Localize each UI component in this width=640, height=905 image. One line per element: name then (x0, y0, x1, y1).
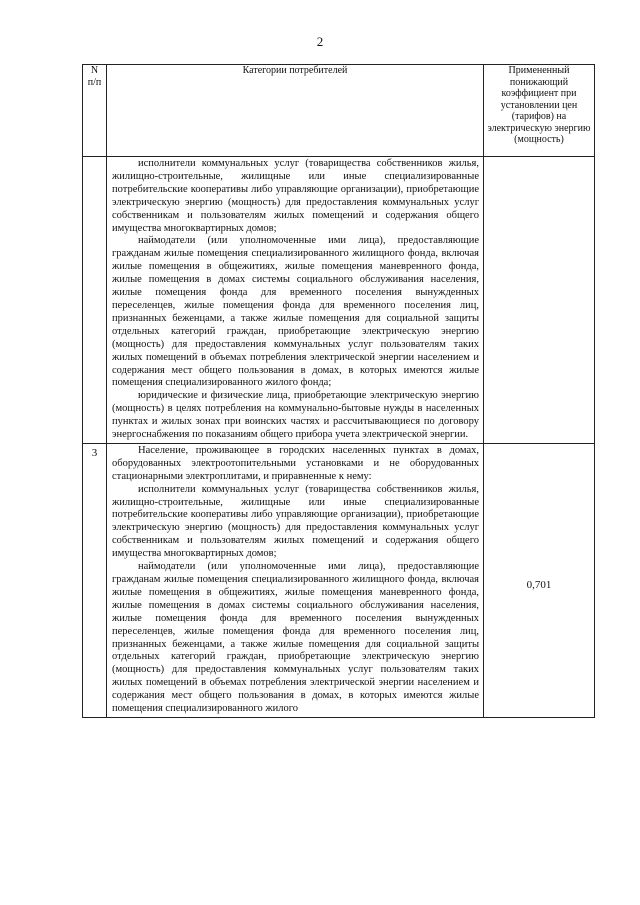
header-coefficient-line: установлении цен (500, 99, 578, 111)
category-paragraph: исполнители коммунальных услуг (товарищества собственников жилья, жилищно-строительные, жилищные или иные специализированные потребительские кооперативы либо управляющие организации), приобретающие электрическую энергию (мощность) для предоставления коммунальных услуг собственникам и пользователям жилых помещений и содержания общего имущества многоквартирных домов; (112, 483, 479, 560)
header-categories-column: Категории потребителей (107, 65, 484, 157)
category-paragraph: исполнители коммунальных услуг (товарищества собственников жилья, жилищно-строительные, жилищные или иные специализированные потребительские кооперативы либо управляющие организации), приобретающие электрическую энергию (мощность) для предоставления коммунальных услуг собственникам и пользователям жилых помещений и содержания общего имущества многоквартирных домов; (112, 158, 479, 234)
header-coefficient-line: (тарифов) на (511, 111, 567, 122)
header-number-symbol: N (90, 65, 99, 76)
row-categories-cell (107, 443, 484, 717)
header-coefficient-line: коэффициент при (501, 88, 577, 99)
header-number-column (83, 65, 107, 157)
table-row-3 (83, 443, 595, 717)
header-coefficient-line: понижающий (509, 76, 569, 88)
category-paragraph: наймодатели (или уполномоченные ими лица), предоставляющие гражданам жилые помещения специализированного жилищного фонда, включая жилые помещения в общежитиях, жилые помещения маневренного фонда, жилые помещения в домах системы социального обслуживания населения, жилые помещения фонда для временного поселения вынужденных переселенцев, жилые помещения фонда для временного поселения лиц, признанных беженцами, а также жилые помещения для социальной защиты отдельных категорий граждан, приобретающие электрическую энергию (мощность) для предоставления коммунальных услуг пользователям таких жилых помещений в объемах потребления электрической энергии населением и содержания мест общего пользования в домах, в которых имеются жилые помещения специализированного жилого (112, 561, 479, 715)
table-header-row (83, 65, 595, 157)
header-number-abbrev: п/п (87, 76, 102, 88)
row-coefficient-cell (484, 157, 595, 444)
category-paragraph: наймодатели (или уполномоченные ими лица), предоставляющие гражданам жилые помещения специализированного жилищного фонда, включая жилые помещения в общежитиях, жилые помещения маневренного фонда, жилые помещения в домах системы социального обслуживания населения, жилые помещения фонда для временного поселения вынужденных переселенцев, жилые помещения фонда для временного поселения лиц, признанных беженцами, а также жилые помещения для социальной защиты отдельных категорий граждан, приобретающие электрическую энергию (мощность) для предоставления коммунальных услуг пользователям таких жилых помещений в объемах потребления электрической энергии населением и содержания мест общего пользования в домах, в которых имеются жилые помещения специализированного жилого фонда; (112, 235, 479, 389)
row-categories-cell (107, 157, 484, 444)
header-coefficient-line: (мощность) (514, 134, 564, 145)
header-coefficient-line: Примененный (508, 65, 570, 76)
table-row-continued (83, 157, 595, 444)
row-number-cell: 3 (83, 443, 107, 717)
category-paragraph: Население, проживающее в городских населенных пунктах в домах, оборудованных электроотопительными установками и не оборудованных стационарными электроплитами, и приравненные к нему: (112, 444, 479, 482)
tariff-coefficient-table (82, 64, 595, 718)
row-number-cell (83, 157, 107, 444)
header-coefficient-line: электрическую энергию (487, 122, 591, 134)
header-coefficient-column (484, 65, 595, 157)
category-paragraph: юридические и физические лица, приобретающие электрическую энергию (мощность) в целях потребления на коммунально-бытовые нужды в населенных пунктах и жилых зонах при воинских частях и рассчитывающиеся по договору энергоснабжения по показаниям общего прибора учета электрической энергии. (112, 390, 479, 441)
row-coefficient-cell: 0,701 (484, 443, 595, 717)
page-number: 2 (316, 34, 324, 49)
